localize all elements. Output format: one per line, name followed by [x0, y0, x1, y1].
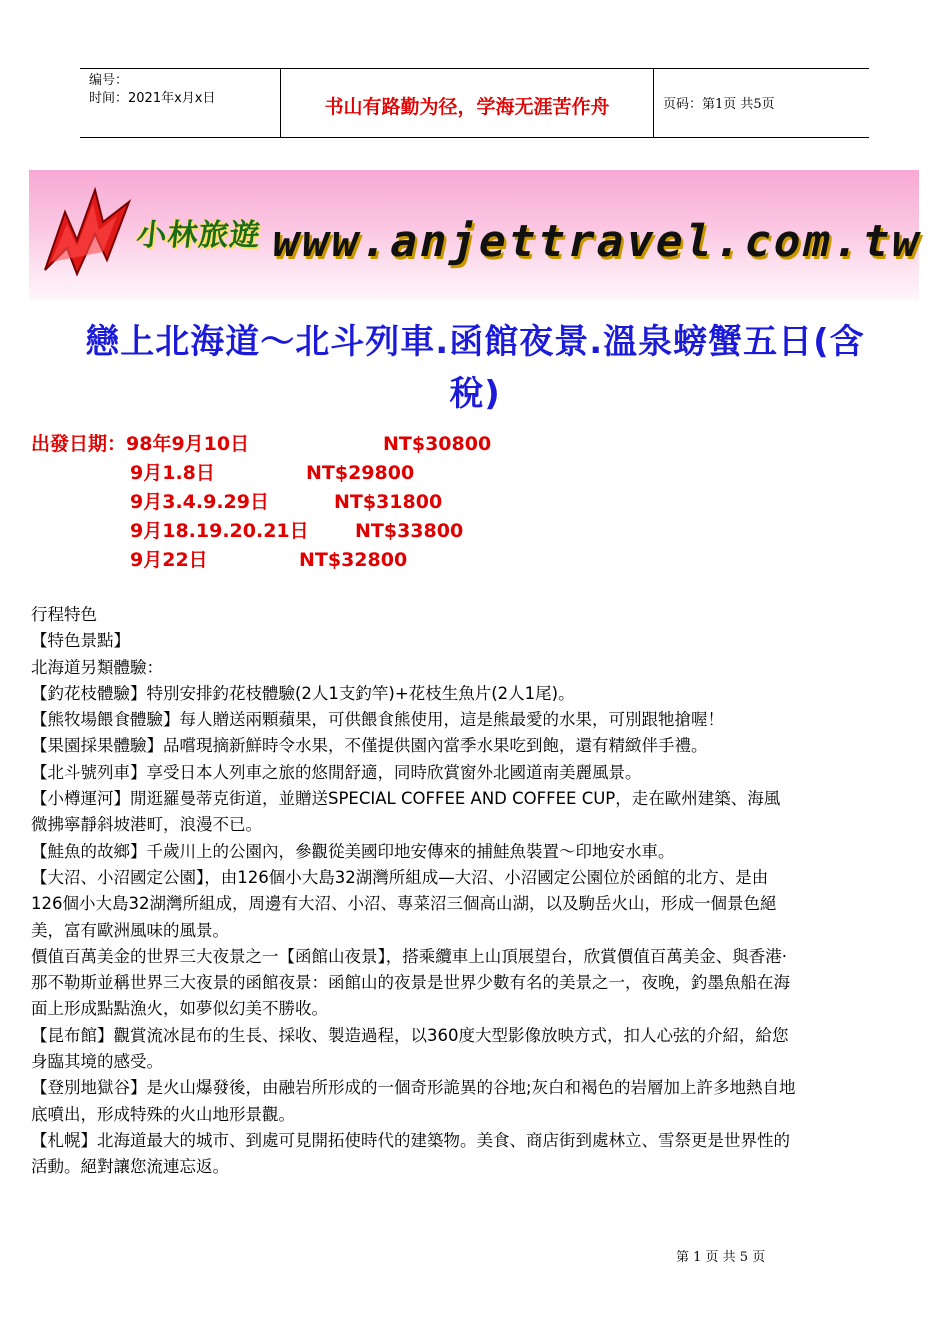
departure-price: NT$33800 — [355, 520, 464, 542]
header-motto: 书山有路勤为径，学海无涯苦作舟 — [281, 69, 654, 137]
tour-title-line2: 稅) — [449, 374, 501, 414]
paragraph-line: 身臨其境的感受。 — [31, 1052, 163, 1072]
departure-price: NT$29800 — [306, 462, 415, 484]
page-footer: 第 1 页 共 5 页 — [676, 1250, 766, 1265]
brand-name: 小林旅遊 — [134, 218, 263, 253]
departure-row — [31, 430, 492, 458]
section-subheading: 【特色景點】 — [31, 631, 130, 651]
header-meta — [80, 69, 281, 137]
departure-date: 9月1.8日 — [130, 462, 215, 484]
departure-row — [130, 459, 415, 487]
paragraph-line: 【大沼、小沼國定公園】，由126個小大島32湖灣所組成—大沼、小沼國定公園位於函館的北方、是由 — [31, 867, 769, 887]
lightning-logo-icon — [37, 182, 137, 282]
paragraph-line: 底噴出，形成特殊的火山地形景觀。 — [31, 1104, 295, 1124]
document-header — [80, 68, 869, 138]
section-heading: 行程特色 — [31, 605, 97, 624]
paragraph-line: 【昆布館】觀賞流冰昆布的生長、採收、製造過程，以360度大型影像放映方式，扣人心弦的介紹，給您 — [31, 1025, 789, 1045]
departure-row — [130, 488, 443, 516]
header-page-number: 页码：第1页 共5页 — [663, 97, 775, 112]
paragraph-line: 那不勒斯並稱世界三大夜景的函館夜景：函館山的夜景是世界少數有名的美景之一，夜晚，釣墨魚船在海 — [31, 973, 790, 993]
departure-price: NT$30800 — [383, 433, 492, 455]
paragraph-line: 【果園採果體驗】品嚐現摘新鮮時令水果，不僅提供園內當季水果吃到飽，還有精緻伴手禮。 — [31, 736, 708, 756]
paragraph-line: 美，富有歐洲風味的風景。 — [31, 920, 229, 940]
departure-date: 9月3.4.9.29日 — [130, 491, 269, 513]
paragraph-line: 面上形成點點漁火，如夢似幻美不勝收。 — [31, 999, 328, 1019]
paragraph-line: 【釣花枝體驗】特別安排釣花枝體驗(2人1支釣竿)+花枝生魚片(2人1尾)。 — [31, 683, 575, 703]
paragraph-line: 微拂寧靜斜坡港町，浪漫不已。 — [31, 815, 262, 835]
paragraph-line: 【鮭魚的故鄉】千歲川上的公園內，參觀從美國印地安傳來的捕鮭魚裝置～印地安水車。 — [31, 841, 675, 861]
tour-title — [40, 316, 910, 420]
departure-date: 9月22日 — [130, 549, 208, 571]
paragraph-line: 【北斗號列車】享受日本人列車之旅的悠閒舒適，同時欣賞窗外北國道南美麗風景。 — [31, 762, 642, 782]
paragraph-line: 【札幌】北海道最大的城市、到處可見開拓使時代的建築物。美食、商店街到處林立、雪祭更是世界性的 — [31, 1130, 790, 1150]
departure-price: NT$31800 — [334, 491, 443, 513]
tour-title-line1: 戀上北海道～北斗列車.函館夜景.溫泉螃蟹五日(含 — [85, 322, 865, 362]
travel-banner — [29, 170, 928, 300]
paragraph-line: 活動。絕對讓您流連忘返。 — [31, 1157, 229, 1177]
time-label: 时间：2021年x月x日 — [89, 91, 216, 106]
website-url: www.anjettravel.com.tw — [267, 216, 928, 267]
departure-date: 出發日期：98年9月10日 — [31, 433, 250, 455]
paragraph-line: 126個小大島32湖灣所組成，周邊有大沼、小沼、專菜沼三個高山湖，以及駒岳火山，形成一個景色絕 — [31, 894, 777, 914]
itinerary-features — [31, 602, 921, 1181]
paragraph-line: 【熊牧場餵食體驗】每人贈送兩顆蘋果，可供餵食熊使用，這是熊最愛的水果，可別跟牠搶喔！ — [31, 710, 724, 730]
paragraph-line: 價值百萬美金的世界三大夜景之一【函館山夜景】，搭乘纜車上山頂展望台，欣賞價值百萬美金、與香港· — [31, 946, 787, 966]
paragraph-line: 【登別地獄谷】是火山爆發後，由融岩所形成的一個奇形詭異的谷地;灰白和褐色的岩層加上許多地熱自地 — [31, 1078, 796, 1098]
paragraph-line: 北海道另類體驗： — [31, 657, 163, 677]
paragraph-line: 【小樽運河】閒逛羅曼蒂克街道，並贈送SPECIAL COFFEE AND COFFEE CUP，走在歐州建築、海風 — [31, 789, 781, 809]
departure-row — [130, 546, 408, 574]
departure-date: 9月18.19.20.21日 — [130, 520, 309, 542]
number-label: 编号： — [89, 73, 129, 88]
departure-row — [130, 517, 464, 545]
departure-price: NT$32800 — [299, 549, 408, 571]
